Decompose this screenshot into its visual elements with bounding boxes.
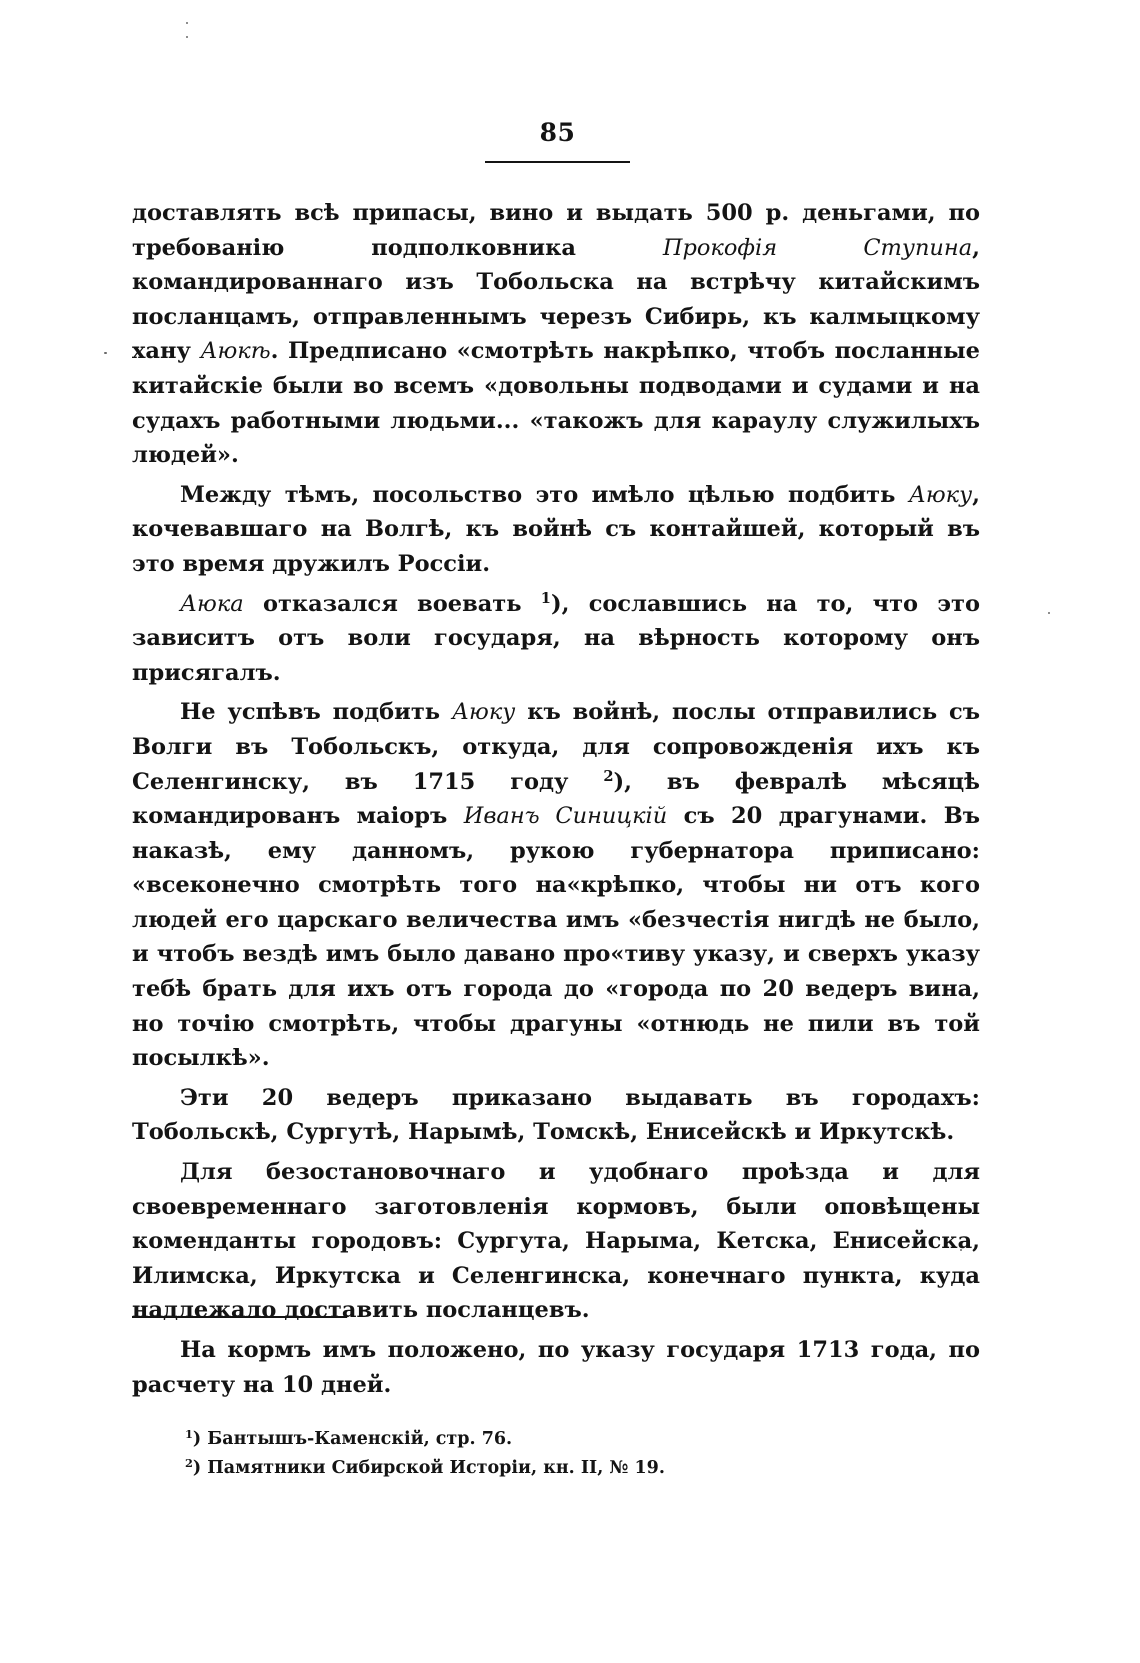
print-speck: [186, 36, 188, 38]
text-run: На кормъ имъ положено, по указу государя 1713 года, по расчету на 10 дней.: [132, 1337, 980, 1398]
text-run: , кочевавшаго на Волгѣ, къ войнѣ съ контайшей, который въ это время дружилъ Россіи.: [132, 481, 980, 577]
print-speck: [1048, 612, 1050, 614]
text-run: . Предписано «смотрѣть накрѣпко, чтобъ посланные китайскіе были во всемъ «довольны подводами и судами и на судахъ работными людьми... «такожъ для караулу служилыхъ людей».: [132, 338, 980, 469]
footnote-reference: 1: [540, 589, 551, 607]
footnote: [185, 1425, 885, 1454]
footnote: [185, 1454, 885, 1483]
italic-name: Аюкѣ: [200, 338, 271, 365]
text-run: Для безостановочнаго и удобнаго проѣзда и для своевременнаго заготовленія кормовъ, были оповѣщены коменданты городовъ: Сургута, Нарыма, Кетска, Енисейска, Илимска, Иркутска и Селенгинска, конечнаго пункта, куда надлежало доставить посланцевъ.: [132, 1159, 980, 1324]
print-speck: [186, 22, 188, 24]
text-run: Не успѣвъ подбить: [180, 699, 452, 726]
text-run: съ 20 драгунами. Въ наказѣ, ему данномъ, рукою губернатора приписано: «всеконечно смотрѣть того на«крѣпко, чтобы ни отъ кого людей его царскаго величества имъ «безчестія нигдѣ не было, и чтобъ вездѣ имъ было давано про«тиву указу, и сверхъ указу тебѣ брать для ихъ отъ города до «города по 20 ведеръ вина, но точію смотрѣть, чтобы драгуны «отнюдь не пили въ той посылкѣ».: [132, 803, 980, 1072]
text-run: отказался воевать: [243, 590, 541, 617]
paragraph: [132, 1155, 980, 1328]
print-speck: [104, 352, 107, 354]
text-run: ), сославшись на то, что это зависитъ отъ воли государя, на вѣрность которому онъ присягалъ.: [132, 590, 980, 686]
footnotes: [185, 1425, 885, 1483]
text-run: Эти 20 ведеръ приказано выдавать въ городахъ: Тобольскѣ, Сургутѣ, Нарымѣ, Томскѣ, Енисейскѣ и Иркутскѣ.: [132, 1084, 980, 1146]
text-run: ), въ февралѣ мѣсяцѣ командированъ маіоръ: [132, 768, 980, 830]
paragraph: [132, 196, 980, 473]
page-number-rule: [485, 161, 630, 163]
text-run: къ войнѣ, послы отправились съ Волги въ Тобольскъ, откуда, для сопровожденія ихъ къ Селенгинску, въ 1715 году: [132, 699, 980, 795]
italic-name: Иванъ Синицкій: [463, 803, 668, 830]
footnote-mark: 1: [185, 1426, 193, 1441]
footnote-separator: [132, 1316, 347, 1318]
italic-name: Прокофія Ступина: [662, 234, 973, 261]
text-run: Между тѣмъ, посольство это имѣло цѣлью подбить: [180, 481, 909, 508]
paragraph: [132, 695, 980, 1076]
footnote-reference: 2: [603, 767, 614, 785]
page-number: 85: [539, 118, 576, 147]
paragraph: [132, 478, 980, 582]
text-run: , командированнаго изъ Тобольска на встрѣчу китайскимъ посланцамъ, отправленнымъ черезъ Сибирь, къ калмыцкому хану: [132, 234, 981, 365]
footnote-text: ) Памятники Сибирской Исторіи, кн. II, № 19.: [192, 1458, 665, 1478]
footnote-text: ) Бантышъ-Каменскій, стр. 76.: [192, 1429, 513, 1449]
italic-name: Аюку: [908, 481, 973, 508]
text-run: доставлять всѣ припасы, вино и выдать 500 р. деньгами, по требованію подполковника: [132, 200, 980, 261]
italic-name: Аюка: [180, 590, 244, 617]
paragraph: [132, 1333, 980, 1402]
paragraph: [132, 1081, 980, 1150]
body-text: [132, 196, 980, 1407]
italic-name: Аюку: [451, 699, 516, 726]
paragraph: [132, 587, 980, 691]
footnote-mark: 2: [185, 1455, 193, 1470]
